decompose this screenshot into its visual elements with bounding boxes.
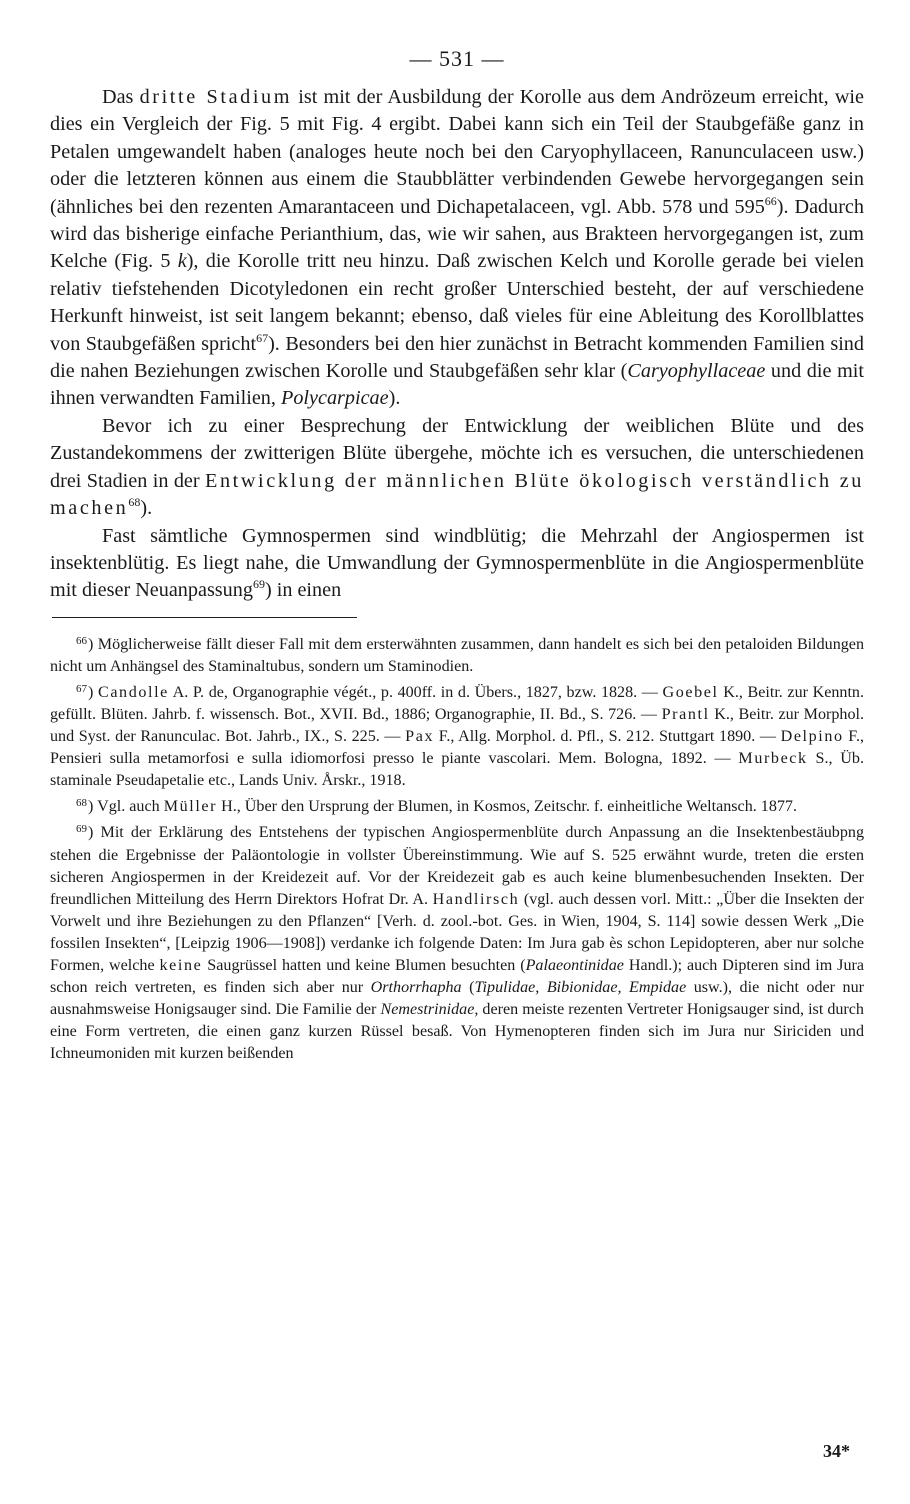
page-number: — 531 — [409, 46, 505, 71]
footnote-ref: 66 [764, 193, 777, 208]
footnote-text: Handl.); auch Dipteren sind im Jura schon reich vertreten, es finden sich aber nur [50, 957, 864, 997]
footnote-text: F., Pensieri sulla metamorfosi e sulla idiomorfosi presso le piante vascolari. Mem. Bologna, 1892. — [50, 728, 864, 768]
text-run: ). Dadurch wird das bisherige einfache Perianthium, das, wie wir sahen, aus Brakteen hervorgegangen ist, zum Kelche (Fig. 5 [50, 195, 864, 273]
footnote-66 [50, 630, 864, 678]
footnote-mark: 67 [76, 682, 87, 695]
footnote-text: K., Beitr. zur Kenntn. gefüllt. Blüten. Jahrb. f. wissensch. Bot., XVII. Bd., 1886; Organographie, II. Bd., S. 726. — [50, 683, 865, 723]
footnote-67 [50, 678, 864, 792]
author-name: Handlirsch [432, 890, 520, 908]
footnote-mark: 69 [76, 823, 87, 836]
footnote-text: (vgl. auch dessen vorl. Mitt.: „Über die Insekten der Vorwelt und ihre Beziehungen zu den Pflanzen“ [Verh. d. zool.-bot. Ges. in Wien, 1904, S. 114] sowie dessen Werk „Die fossilen Insekten“, [Leipzig 1906—1908]) verdanke ich folgende Daten: Im Jura gab ès schon Lepidopteren, aber nur solche Formen, welche [50, 890, 864, 975]
text-run: Fast sämtliche Gymnospermen sind windblütig; die Mehrzahl der Angiospermen ist insektenblütig. Es liegt nahe, die Umwandlung der Gymnospermenblüte in die Angiospermenblüte mit dieser Neuanpassung [50, 524, 864, 602]
author-name: Murbeck [738, 750, 808, 768]
footnote-ref: 68 [128, 495, 141, 510]
footnote-text: ) Vgl. auch [88, 798, 164, 816]
footnote-ref: 69 [252, 577, 265, 592]
body-text [50, 84, 864, 605]
text-run: ). Besonders bei den hier zunächst in Betracht kommenden Familien sind die nahen Beziehungen zwischen Korolle und Staubgefäßen sehr klar ( [50, 332, 864, 383]
text-run: ). [388, 387, 401, 410]
text-run: ist mit der Ausbildung der Korolle aus dem Andrözeum erreicht, wie dies ein Vergleich der Fig. 5 mit Fig. 4 ergibt. Dabei kann sich ein Teil der Staubgefäße ganz in Petalen umgewandelt haben (analoges heute noch bei den Caryophyllaceen, Ranunculaceen usw.) oder die letzteren können aus einem die Staubblätter verbindenden Gewebe hervorgegangen sein (ähnliches bei den rezenten Amarantaceen und Dichapetalaceen, vgl. Abb. 578 und 595 [50, 86, 864, 218]
footnote-text: , deren meiste rezenten Vertreter Honigsauger sind, ist durch eine Form vertreten, die einen ganz kurzen Rüssel besaß. Von Hymenopteren finden sich im Jura nur Siriciden und Ichneumoniden mit kurzen beißenden [50, 1001, 864, 1063]
text-run: Bevor ich zu einer Besprechung der Entwicklung der weiblichen Blüte und des Zustandekommens der zwitterigen Blüte übergehe, möchte ich es versuchen, die unterschiedenen drei Stadien in der [50, 414, 864, 492]
footnote-69 [50, 818, 864, 1065]
footnote-text: H., Über den Ursprung der Blumen, in Kosmos, Zeitschr. f. einheitliche Weltansch. 1877. [217, 798, 797, 816]
footnote-text: usw.), die nicht oder nur ausnahmsweise Honigsauger sind. Die Familie der [50, 979, 864, 1019]
text-run: ). [140, 497, 153, 520]
footnote-text: K., Beitr. zur Morphol. und Syst. der Ranunculac. Bot. Jahrb., IX., S. 225. — [50, 706, 864, 746]
italic-text: Nemestrinidae [380, 1001, 475, 1019]
italic-text: k [177, 250, 187, 273]
footnote-text: F., Allg. Morphol. d. Pfl., S. 212. Stuttgart 1890. — [434, 728, 781, 746]
footnote-ref: 67 [256, 330, 269, 345]
footnote-text: ) Mit der Erklärung des Entstehens der typischen Angiospermenblüte durch Anpassung an die Insektenbestäubpng stehen die Ergebnisse der Paläontologie in vollster Übereinstimmung. Wie auf S. 525 erwähnt wurde, treten die ersten sicheren Angiospermen in der Kreidezeit auf. Vor der Kreidezeit gab es auch keine blumenbesuchenden Insekten. Der freundlichen Mitteilung des Herrn Direktors Hofrat Dr. A. [50, 824, 864, 908]
author-name: Goebel [662, 683, 719, 701]
text-run: Das [102, 86, 140, 108]
italic-text: Orthorrhapha [370, 979, 462, 997]
footnote-text: ) Möglicherweise fällt dieser Fall mit dem ersterwähnten zusammen, dann handelt es sich bei den petaloiden Bildungen nicht um Anhängsel des Staminaltubus, sondern um Staminodien. [50, 635, 864, 675]
signature-mark: 34* [823, 1441, 850, 1461]
italic-text: Palaeontinidae [525, 957, 624, 975]
spaced-text: Entwicklung der männlichen Blüte ökologisch verständlich zu machen [50, 469, 864, 520]
text-run: ) in einen [264, 579, 342, 602]
footnote-text: Saugrüssel hatten und keine Blumen besuchten ( [202, 957, 526, 975]
italic-text: Tipulidae, Bibionidae, Empidae [474, 979, 687, 997]
footnotes [50, 630, 864, 1066]
footnote-text: S., Üb. staminale Pseudapetalie etc., Lands Univ. Årskr., 1918. [50, 750, 864, 790]
footnote-68 [50, 792, 864, 818]
footnote-text: A. P. de, Organographie végét., p. 400ff. in d. Übers., 1827, bzw. 1828. — [168, 683, 663, 701]
author-name: Candolle [97, 683, 169, 701]
text-run: und die mit ihnen verwandten Familien, [50, 360, 864, 410]
paragraph-2 [50, 413, 864, 523]
author-name: Müller [163, 798, 218, 816]
footnote-separator [52, 617, 357, 618]
author-name: Delpino [780, 728, 844, 746]
footnote-text: ( [461, 979, 475, 997]
paragraph-3 [50, 523, 864, 605]
spaced-text: keine [159, 957, 203, 975]
author-name: Pax [405, 728, 435, 746]
spaced-text: dritte Stadium [139, 86, 293, 108]
text-run: ), die Korolle tritt neu hinzu. Daß zwischen Kelch und Korolle gerade bei vielen relativ tiefstehenden Dicotyledonen ein recht großer Unterschied besteht, der auf verschiedene Herkunft hinweist, ist seit langem bekannt; ebenso, daß vieles für eine Ableitung des Korollblattes von Staubgefäßen spricht [50, 250, 864, 355]
author-name: Prantl [661, 706, 710, 723]
footnote-text: ) [88, 683, 98, 701]
italic-text: Polycarpicae [280, 387, 389, 410]
footnote-mark: 68 [76, 797, 87, 810]
italic-text: Caryophyllaceae [627, 360, 766, 383]
footnote-mark: 66 [76, 634, 87, 647]
paragraph-1 [50, 84, 864, 413]
